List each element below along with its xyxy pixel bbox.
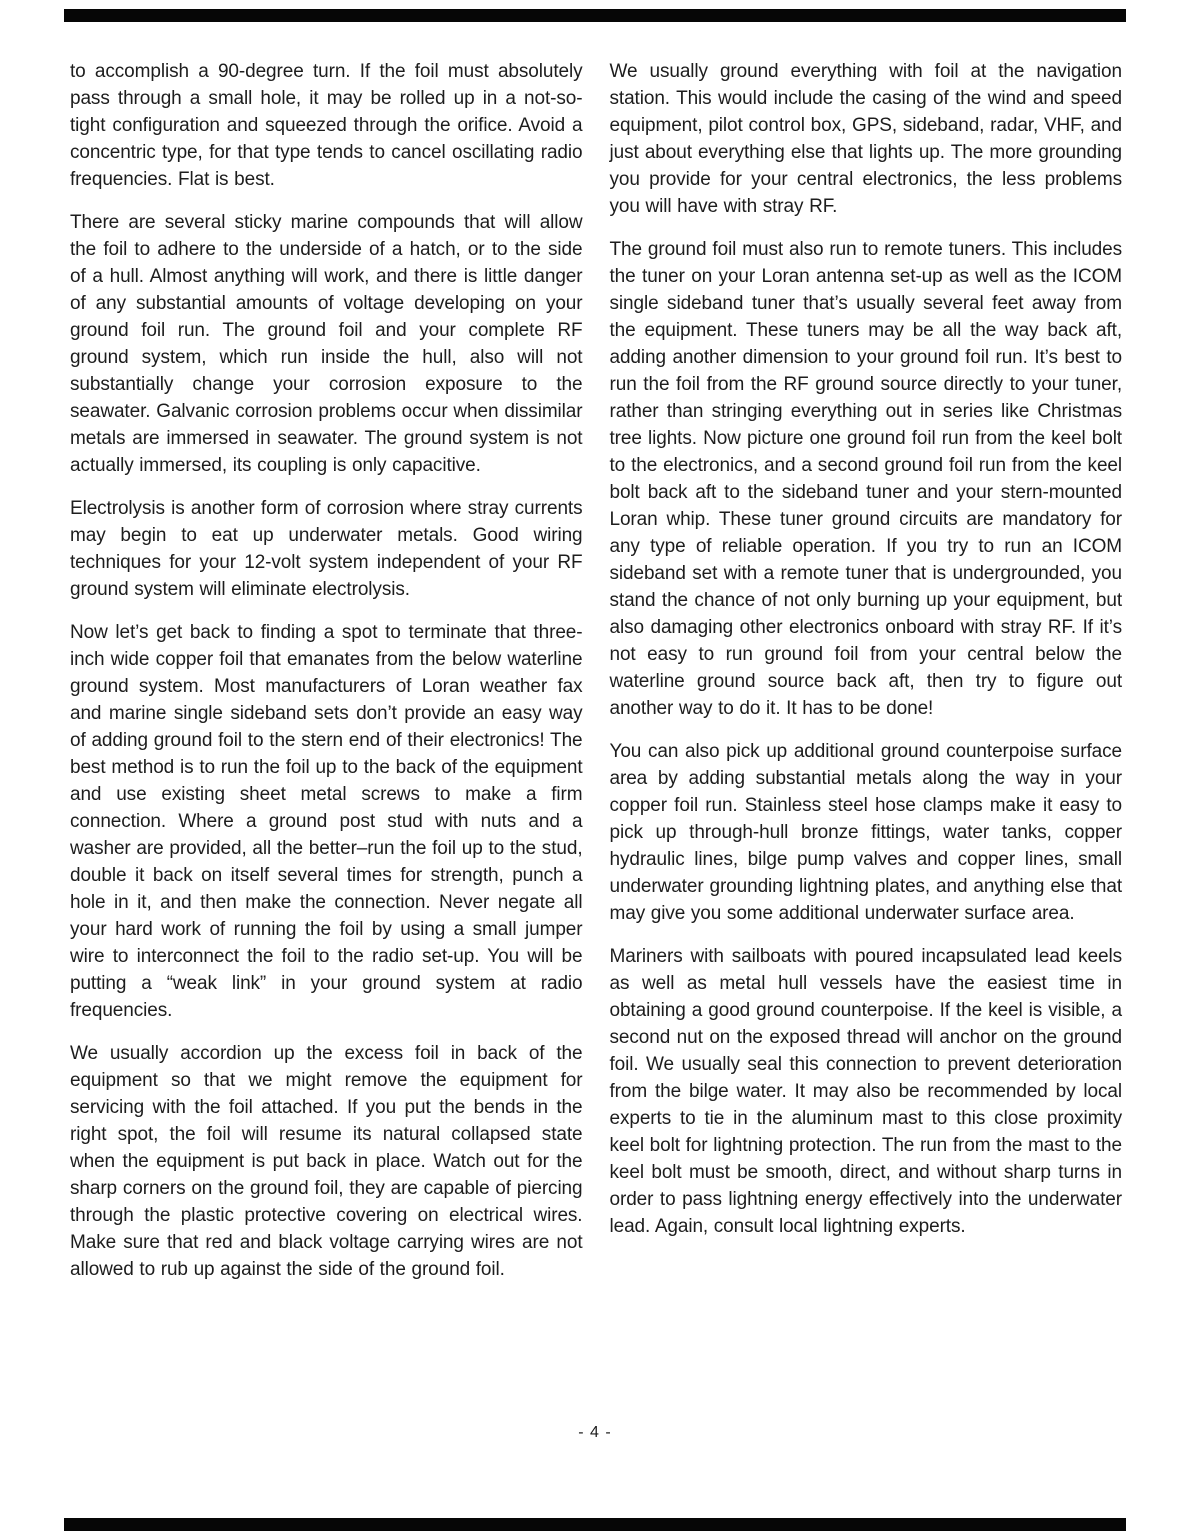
paragraph: Mariners with sailboats with poured incapsulated lead keels as well as metal hull vessels have the easiest time in obtaining a good ground counterpoise. If the keel is visible, a second nut on the exposed thread will anchor on the ground foil. We usually seal this connection to prevent deterioration from the bilge water. It may also be recommended by local experts to tie in the aluminum mast to this close proximity keel bolt for lightning protection. The run from the mast to the keel bolt must be smooth, direct, and without sharp turns in order to pass lightning energy effectively into the underwater lead. Again, consult local lightning experts.: [609, 946, 1122, 1237]
paragraph: Now let’s get back to finding a spot to terminate that three-inch wide copper foil that emanates from the below waterline ground system. Most manufacturers of Loran weather fax and marine single sideband sets don’t provide an easy way of adding ground foil to the stern end of their electronics! The best method is to run the foil up to the back of the equipment and use existing sheet metal screws to make a firm connection. Where a ground post stud with nuts and a washer are provided, all the better–run the foil up to the stud, double it back on itself several times for strength, punch a hole in it, and then make the connection. Never negate all your hard work of running the foil by using a small jumper wire to interconnect the foil to the radio set-up. You will be putting a “weak link” in your ground system at radio frequencies.: [70, 622, 583, 1021]
page-number: - 4 -: [578, 1424, 612, 1441]
paragraph: The ground foil must also run to remote tuners. This includes the tuner on your Loran antenna set-up as well as the ICOM single sideband tuner that’s usually several feet away from the equipment. These tuners may be all the way back aft, adding another dimension to your ground foil run. It’s best to run the foil from the RF ground source directly to your tuner, rather than stringing everything out in series like Christmas tree lights. Now picture one ground foil run from the keel bolt to the electronics, and a second ground foil run from the keel bolt back aft to the sideband tuner and your stern-mounted Loran whip. These tuner ground circuits are mandatory for any type of reliable operation. If you try to run an ICOM sideband set with a remote tuner that is undergrounded, you stand the chance of not only burning up your equipment, but also damaging other electronics onboard with stray RF. If it’s not easy to run ground foil from your central below the waterline ground source back aft, then try to figure out another way to do it. It has to be done!: [609, 239, 1122, 719]
paragraph: There are several sticky marine compounds that will allow the foil to adhere to the underside of a hatch, or to the side of a hull. Almost anything will work, and there is little danger of any substantial amounts of voltage developing on your ground foil run. The ground foil and your complete RF ground system, which run inside the hull, also will not substantially change your corrosion exposure to the seawater. Galvanic corrosion problems occur when dissimilar metals are immersed in seawater. The ground system is not actually immersed, its coupling is only capacitive.: [70, 212, 583, 476]
paragraph: We usually ground everything with foil at the navigation station. This would include the casing of the wind and speed equipment, pilot control box, GPS, sideband, radar, VHF, and just about everything else that lights up. The more grounding you provide for your central electronics, the less problems you will have with stray RF.: [609, 61, 1122, 217]
left-column: [70, 58, 583, 1299]
scan-edge-artifact-top: [64, 9, 1126, 22]
scan-edge-artifact-bottom: [64, 1518, 1126, 1531]
paragraph: We usually accordion up the excess foil in back of the equipment so that we might remove the equipment for servicing with the foil attached. If you put the bends in the right spot, the foil will resume its natural collapsed state when the equipment is put back in place. Watch out for the sharp corners on the ground foil, they are capable of piercing through the plastic protective covering on electrical wires. Make sure that red and black voltage carrying wires are not allowed to rub up against the side of the ground foil.: [70, 1043, 583, 1280]
paragraph: Electrolysis is another form of corrosion where stray currents may begin to eat up underwater metals. Good wiring techniques for your 12-volt system independent of your RF ground system will eliminate electrolysis.: [70, 498, 583, 600]
paragraph: to accomplish a 90-degree turn. If the foil must absolutely pass through a small hole, it may be rolled up in a not-so-tight configuration and squeezed through the orifice. Avoid a concentric type, for that type tends to cancel oscillating radio frequencies. Flat is best.: [70, 61, 583, 190]
right-column: [610, 58, 1123, 1299]
text-columns: [70, 58, 1122, 1299]
paragraph: You can also pick up additional ground counterpoise surface area by adding substantial metals along the way in your copper foil run. Stainless steel hose clamps make it easy to pick up through-hull bronze fittings, water tanks, copper hydraulic lines, bilge pump valves and copper lines, small underwater grounding lightning plates, and anything else that may give you some additional underwater surface area.: [609, 741, 1122, 924]
